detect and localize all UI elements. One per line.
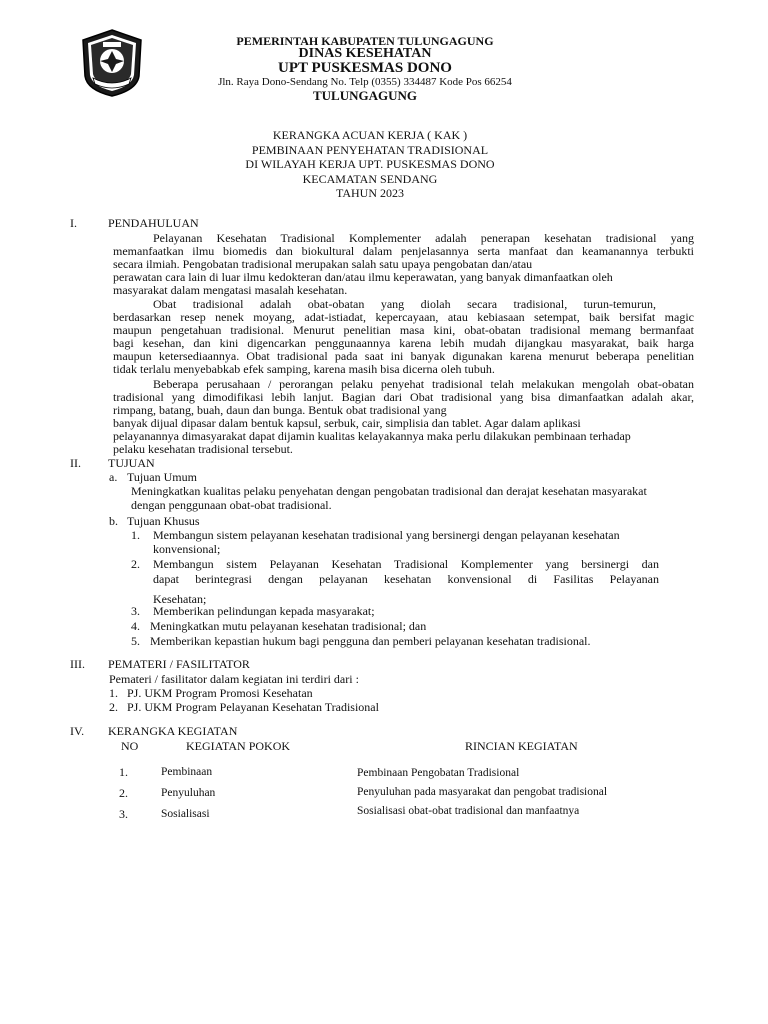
header-address: Jln. Raya Dono-Sendang No. Telp (0355) 334487 Kode Pos 66254	[218, 76, 512, 88]
section-title: TUJUAN	[108, 456, 155, 470]
paragraph-line: masyarakat dalam mengatasi masalah kesehatan.	[113, 283, 348, 297]
list-item-text: Kesehatan;	[153, 592, 207, 606]
list-item-text: Memberikan pelindungan kepada masyarakat;	[153, 604, 375, 618]
paragraph-line: maupun pengetahuan tradisional. Menurut penelitian masa kini, obat-obatan tradisional memang bermanfaat	[113, 323, 694, 337]
list-item-text: PJ. UKM Program Pelayanan Kesehatan Tradisional	[127, 700, 379, 714]
table-cell-kegiatan: Penyuluhan	[161, 787, 216, 799]
paragraph-line: bagi kesehan, dan kini digencarkan penggunaannya karena lebih mudah dijangkau masyarakat, baik harga	[113, 336, 694, 350]
paragraph-line: rimpang, batang, buah, daun dan bunga. Bentuk obat tradisional yang	[113, 403, 447, 417]
header-puskesmas: UPT PUSKESMAS DONO	[278, 60, 452, 76]
paragraph-line: tidak terlalu menyebabkab efek samping, karena masih bisa dicerna oleh tubuh.	[113, 362, 495, 376]
list-item-number: 4.	[131, 619, 140, 633]
list-item-text: PJ. UKM Program Promosi Kesehatan	[127, 686, 313, 700]
list-item-number: 1.	[109, 686, 118, 700]
table-header-no: NO	[121, 739, 139, 753]
paragraph-line: Beberapa perusahaan / perorangan pelaku penyehat tradisional telah melakukan mengolah obat-obatan	[153, 377, 694, 391]
section-title: PEMATERI / FASILITATOR	[108, 657, 250, 671]
paragraph-line: Obat tradisional adalah obat-obatan yang diolah secara tradisional, turun-temurun,	[153, 297, 656, 311]
section-number: III.	[70, 657, 85, 671]
subsection-label: a.	[109, 470, 118, 484]
regency-emblem-icon	[79, 28, 145, 98]
paragraph-line: berdasarkan resep nenek moyang, adat-istiadat, kepercayaan, atau kebiasaan setempat, baik bersifat magic	[113, 310, 694, 324]
section-number: II.	[70, 456, 81, 470]
subsection-title: Tujuan Khusus	[127, 514, 200, 528]
list-item-number: 3.	[131, 604, 140, 618]
list-item-text: Memberikan kepastian hukum bagi pengguna dan pemberi pelayanan kesehatan tradisional.	[150, 634, 591, 648]
paragraph-line: Pemateri / fasilitator dalam kegiatan ini terdiri dari :	[109, 672, 359, 686]
subsection-label: b.	[109, 514, 118, 528]
doc-title-3: DI WILAYAH KERJA UPT. PUSKESMAS DONO	[245, 157, 495, 171]
list-item-number: 5.	[131, 634, 140, 648]
section-number: IV.	[70, 724, 85, 738]
paragraph-line: perawatan cara lain di luar ilmu kedokteran dan/atau ilmu keperawatan, yang banyak dimanfaatkan oleh	[113, 270, 613, 284]
paragraph-line: tradisional yang dimodifikasi lebih lanjut. Bagian dari Obat tradisional yang bisa dimanfaatkan adalah akar,	[113, 390, 694, 404]
doc-title-5: TAHUN 2023	[335, 186, 405, 200]
list-item-text: Meningkatkan mutu pelayanan kesehatan tradisional; dan	[150, 619, 427, 633]
paragraph-line: pelayanannya dimasyarakat dapat dijamin kualitas kelayakannya maka perlu dilakukan pembinaan terhadap	[113, 429, 631, 443]
list-item-number: 2.	[109, 700, 118, 714]
header-government: PEMERINTAH KABUPATEN TULUNGAGUNG	[236, 34, 494, 48]
table-cell-kegiatan: Sosialisasi	[161, 808, 210, 820]
header-department: DINAS KESEHATAN	[298, 46, 432, 61]
doc-title-4: KECAMATAN SENDANG	[302, 172, 438, 186]
section-number: I.	[70, 216, 77, 230]
list-item-text: Membangun sistem Pelayanan Kesehatan Tradisional Komplementer yang bersinergi dan	[153, 557, 659, 571]
paragraph-line: memanfaatkan ilmu biomedis dan biokultural dalam penjelasannya serta manfaat dan keamanannya terbukti	[113, 244, 694, 258]
paragraph-line: pelaku kesehatan tradisional tersebut.	[113, 442, 293, 456]
list-item-text: Membangun sistem pelayanan kesehatan tradisional yang bersinergi dengan pelayanan kesehatan	[153, 528, 620, 542]
paragraph-line: maupun ketersediaannya. Obat tradisional pada saat ini banyak digunakan karena menurut beberapa penelitian	[113, 349, 694, 363]
paragraph-line: Pelayanan Kesehatan Tradisional Komplementer adalah penerapan kesehatan tradisional yang	[153, 231, 694, 245]
paragraph-line: Meningkatkan kualitas pelaku penyehatan dengan pengobatan tradisional dan derajat kesehatan masyarakat	[131, 484, 647, 498]
table-header-rincian: RINCIAN KEGIATAN	[465, 739, 578, 753]
table-cell-no: 3.	[119, 807, 128, 821]
table-header-kegiatan: KEGIATAN POKOK	[186, 739, 291, 753]
table-cell-rincian: Pembinaan Pengobatan Tradisional	[357, 767, 520, 779]
doc-title-2: PEMBINAAN PENYEHATAN TRADISIONAL	[251, 143, 489, 157]
list-item-text: dapat berintegrasi dengan pelayanan kesehatan konvensional di Fasilitas Pelayanan	[153, 572, 659, 586]
header-city: TULUNGAGUNG	[312, 88, 417, 103]
paragraph-line: banyak dijual dipasar dalam bentuk kapsul, serbuk, cair, simplisia dan tablet. Agar dalam aplikasi	[113, 416, 581, 430]
doc-title-1: KERANGKA ACUAN KERJA ( KAK )	[272, 128, 468, 142]
section-title: KERANGKA KEGIATAN	[108, 724, 238, 738]
subsection-title: Tujuan Umum	[127, 470, 197, 484]
table-cell-rincian: Penyuluhan pada masyarakat dan pengobat tradisional	[357, 786, 608, 798]
table-cell-no: 1.	[119, 765, 128, 779]
list-item-number: 1.	[131, 528, 140, 542]
paragraph-line: dengan penggunaan obat-obat tradisional.	[131, 498, 332, 512]
list-item-number: 2.	[131, 557, 140, 571]
table-cell-no: 2.	[119, 786, 128, 800]
table-cell-rincian: Sosialisasi obat-obat tradisional dan manfaatnya	[357, 805, 580, 817]
section-title: PENDAHULUAN	[108, 216, 199, 230]
table-cell-kegiatan: Pembinaan	[161, 766, 213, 778]
list-item-text: konvensional;	[153, 542, 221, 556]
paragraph-line: secara ilmiah. Pengobatan tradisional merupakan salah satu upaya pengobatan dan/atau	[113, 257, 533, 271]
